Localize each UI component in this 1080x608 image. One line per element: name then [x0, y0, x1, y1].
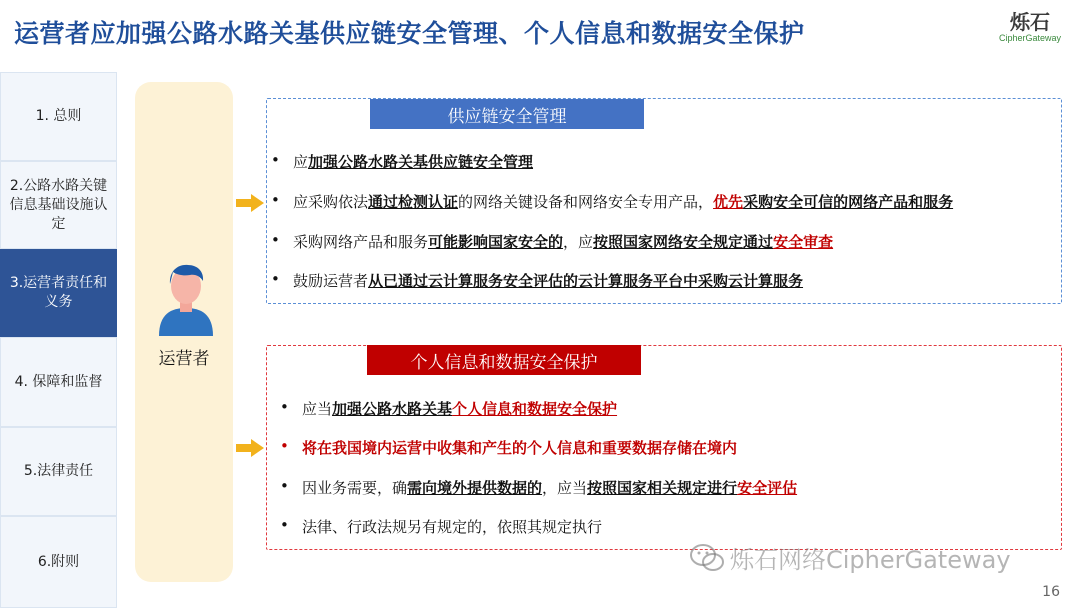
list-item: • 采购网络产品和服务可能影响国家安全的，应按照国家网络安全规定通过安全审查	[293, 231, 833, 252]
page-title: 运营者应加强公路水路关基供应链安全管理、个人信息和数据安全保护	[14, 19, 805, 48]
watermark-text: 烁石网络CipherGateway	[730, 546, 1011, 574]
sidebar-item-appendix[interactable]: 6.附则	[0, 516, 117, 608]
actor-label: 运营者	[158, 349, 210, 369]
brand-name-en: CipherGateway	[998, 33, 1062, 43]
wechat-icon	[690, 543, 724, 573]
page-number: 16	[1042, 584, 1060, 600]
sidebar-item-supervision[interactable]: 4. 保障和监督	[0, 337, 117, 427]
sidebar-item-identification[interactable]: 2.公路水路关键信息基础设施认定	[0, 161, 117, 249]
supply-chain-header: 供应链安全管理	[370, 99, 644, 129]
data-protection-header: 个人信息和数据安全保护	[367, 345, 641, 375]
list-item: • 因业务需要，确需向境外提供数据的，应当按照国家相关规定进行安全评估	[302, 477, 797, 498]
list-item: • 应加强公路水路关基供应链安全管理	[293, 151, 533, 172]
actor-panel	[135, 82, 233, 582]
list-item: • 鼓励运营者从已通过云计算服务安全评估的云计算服务平台中采购云计算服务	[293, 270, 803, 291]
watermark	[690, 540, 1011, 575]
brand-name-cn: 烁石	[1010, 10, 1050, 34]
person-icon	[157, 262, 215, 336]
list-item: • 应采购依法通过检测认证的网络关键设备和网络安全专用产品，优先采购安全可信的网络产品和服务	[293, 191, 953, 212]
sidebar-item-general[interactable]: 1. 总则	[0, 72, 117, 161]
sidebar-nav	[0, 72, 117, 608]
arrow-right-icon	[236, 194, 264, 212]
sidebar-item-responsibilities[interactable]: 3.运营者责任和义务	[0, 249, 117, 337]
sidebar-item-legal-liability[interactable]: 5.法律责任	[0, 427, 117, 516]
brand-logo	[992, 6, 1068, 43]
list-item: • 将在我国境内运营中收集和产生的个人信息和重要数据存储在境内	[302, 437, 737, 458]
list-item: • 应当加强公路水路关基个人信息和数据安全保护	[302, 398, 617, 419]
arrow-right-icon	[236, 439, 264, 457]
list-item: • 法律、行政法规另有规定的，依照其规定执行	[302, 516, 602, 537]
